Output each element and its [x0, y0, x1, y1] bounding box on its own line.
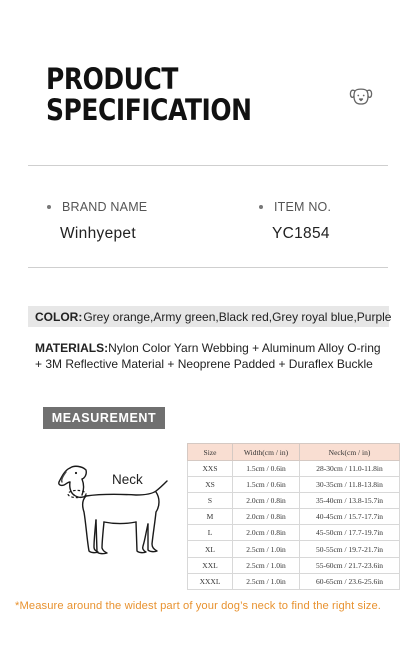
- item-spec: [259, 200, 331, 243]
- table-cell: XXS: [188, 461, 233, 477]
- table-row: [188, 541, 400, 557]
- neck-label: Neck: [112, 472, 143, 487]
- bullet: [259, 205, 263, 209]
- table-cell: 2.0cm / 0.8in: [233, 525, 300, 541]
- table-cell: XL: [188, 541, 233, 557]
- table-cell: XXL: [188, 557, 233, 573]
- table-cell: 28-30cm / 11.0-11.8in: [300, 461, 400, 477]
- table-cell: 30-35cm / 11.8-13.8in: [300, 477, 400, 493]
- brand-value: Winhyepet: [60, 225, 136, 242]
- table-cell: 2.0cm / 0.8in: [233, 509, 300, 525]
- table-cell: 1.5cm / 0.6in: [233, 477, 300, 493]
- table-cell: XXXL: [188, 573, 233, 589]
- divider-top: [28, 165, 388, 166]
- table-row: [188, 525, 400, 541]
- table-header-row: [188, 444, 400, 461]
- table-cell: S: [188, 493, 233, 509]
- divider-bottom: [28, 267, 388, 268]
- table-row: [188, 493, 400, 509]
- item-value: YC1854: [272, 225, 330, 242]
- table-row: [188, 557, 400, 573]
- table-cell: L: [188, 525, 233, 541]
- brand-spec: [47, 200, 147, 243]
- table-cell: 1.5cm / 0.6in: [233, 461, 300, 477]
- measure-footnote: *Measure around the widest part of your dog’s neck to find the right size.: [15, 600, 382, 612]
- table-cell: 45-50cm / 17.7-19.7in: [300, 525, 400, 541]
- table-cell: 2.0cm / 0.8in: [233, 493, 300, 509]
- color-bar: [28, 306, 392, 327]
- materials-label: MATERIALS:: [35, 341, 109, 355]
- brand-label: BRAND NAME: [62, 200, 148, 214]
- table-cell: 55-60cm / 21.7-23.6in: [300, 557, 400, 573]
- table-cell: 40-45cm / 15.7-17.7in: [300, 509, 400, 525]
- table-row: [188, 477, 400, 493]
- measurement-tag: MEASUREMENT: [43, 407, 165, 429]
- table-cell: 2.5cm / 1.0in: [233, 541, 300, 557]
- table-row: [188, 461, 400, 477]
- table-header-width: Width(cm / in): [233, 444, 300, 461]
- table-cell: 50-55cm / 19.7-21.7in: [300, 541, 400, 557]
- table-cell: XS: [188, 477, 233, 493]
- table-row: [188, 573, 400, 589]
- table-row: [188, 509, 400, 525]
- dog-face-icon: [349, 86, 373, 106]
- page-title: [46, 64, 252, 126]
- title-line-1: PRODUCT: [46, 62, 178, 96]
- color-value: Grey orange,Army green,Black red,Grey royal blue,Purple: [83, 309, 392, 324]
- color-label: COLOR:: [35, 309, 83, 324]
- materials-value: Nylon Color Yarn Webbing + Aluminum Alloy O-ring + 3M Reflective Material + Neoprene Padded + Duraflex Buckle: [35, 341, 381, 371]
- bullet: [47, 205, 51, 209]
- table-header-neck: Neck(cm / in): [300, 444, 400, 461]
- materials-text: [35, 340, 387, 372]
- title-line-2: SPECIFICATION: [46, 93, 252, 127]
- table-cell: 35-40cm / 13.8-15.7in: [300, 493, 400, 509]
- size-table: [187, 443, 400, 590]
- table-cell: 2.5cm / 1.0in: [233, 557, 300, 573]
- table-cell: M: [188, 509, 233, 525]
- table-cell: 2.5cm / 1.0in: [233, 573, 300, 589]
- table-header-size: Size: [188, 444, 233, 461]
- table-cell: 60-65cm / 23.6-25.6in: [300, 573, 400, 589]
- item-label: ITEM NO.: [274, 200, 332, 214]
